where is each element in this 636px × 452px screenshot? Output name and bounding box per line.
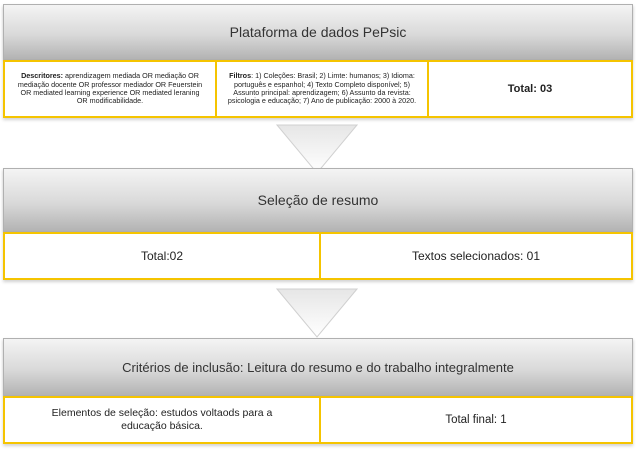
stage1-header: [3, 4, 633, 60]
descritores-cell: [5, 62, 215, 116]
stage2-row: [3, 232, 633, 280]
stage1-total: Total: 03: [507, 83, 553, 95]
stage2-total: Total:02: [140, 249, 184, 263]
down-arrow-1: [276, 124, 358, 174]
elementos-selecao: Elementos de seleção: estudos voltaods para a educação básica.: [51, 407, 273, 432]
down-arrow-2: [276, 288, 358, 338]
filtros-text: : 1) Coleções: Brasil; 2) Limte: humanos; 3) Idioma: português e espanhol; 4) Texto Completo disponível; 5) Assunto principal: aprendizagem; 6) Assunto da revista: psicologia e educação; 7) Ano de publicação: 2000 à 2020.: [227, 71, 417, 106]
stage1-total-cell: [427, 62, 631, 116]
stage3-row: [3, 396, 633, 444]
descritores-label: Descritores:: [21, 71, 64, 81]
filtros-label: Filtros: [229, 71, 252, 81]
filtros-cell: [215, 62, 427, 116]
stage2-total-cell: [5, 234, 319, 278]
stage3-title: Critérios de inclusão: Leitura do resumo e do trabalho integralmente: [122, 359, 514, 375]
descritores-text: aprendizagem mediada OR mediação OR mediação docente OR professor mediador OR Feuerstein OR mediated learning experience OR mediated leraning OR modificabilidade.: [17, 71, 203, 106]
stage2-title: Seleção de resumo: [257, 192, 379, 208]
total-final-cell: [319, 398, 631, 442]
total-final: Total final: 1: [445, 414, 507, 426]
descritores-content: [15, 72, 205, 106]
stage1-row: [3, 60, 633, 118]
filtros-content: [223, 72, 421, 106]
textos-selecionados: Textos selecionados: 01: [411, 249, 541, 263]
stage1-title: Plataforma de dados PePsic: [229, 24, 407, 40]
stage2-header: [3, 168, 633, 232]
stage3-header: [3, 338, 633, 396]
selecionados-cell: [319, 234, 631, 278]
elementos-cell: [5, 398, 319, 442]
